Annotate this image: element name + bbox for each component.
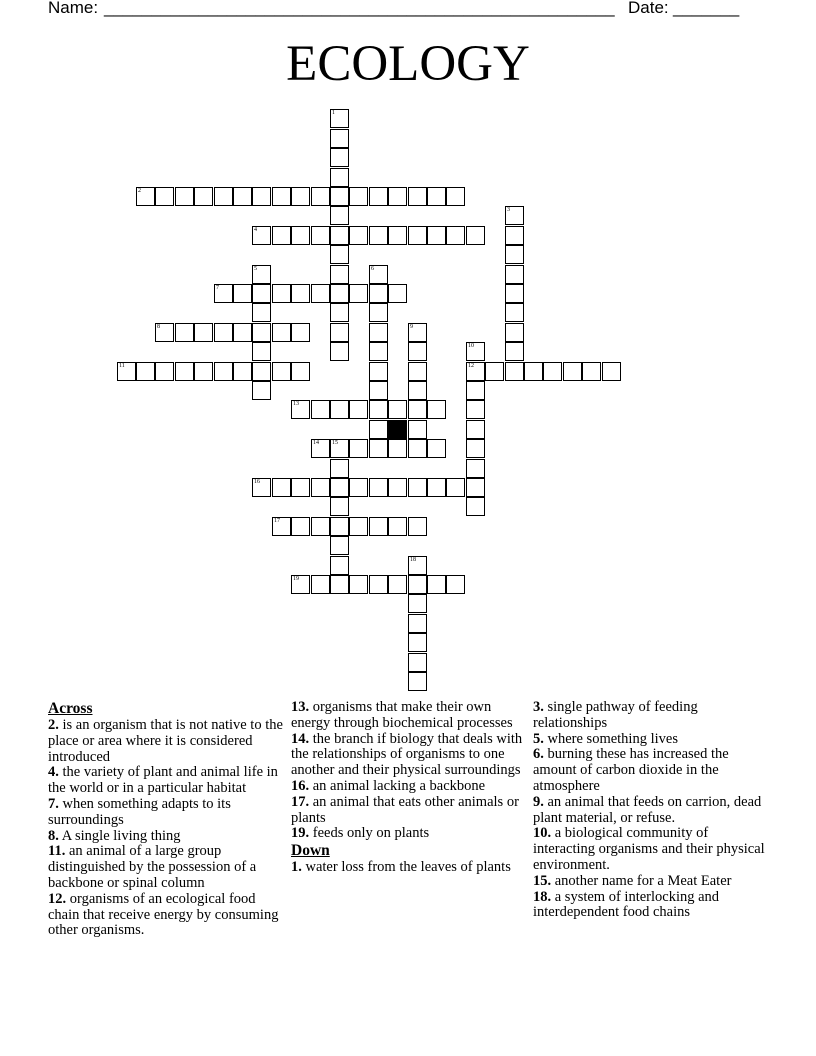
clue-item [533, 732, 769, 748]
crossword-cell[interactable] [252, 478, 271, 497]
clue-number: 1. [291, 859, 302, 876]
clue-number: 11. [48, 843, 66, 860]
crossword-cell[interactable] [408, 400, 427, 419]
crossword-cell[interactable] [214, 323, 233, 342]
crossword-cell[interactable] [388, 226, 407, 245]
clue-text: organisms of an ecological food chain that receive energy by consuming other organisms. [48, 890, 279, 939]
clue-number: 19. [291, 825, 310, 842]
crossword-cell[interactable] [446, 187, 465, 206]
crossword-cell[interactable] [427, 400, 446, 419]
crossword-cell[interactable] [388, 517, 407, 536]
crossword-cell[interactable] [175, 362, 194, 381]
clue-number: 8. [48, 827, 59, 844]
crossword-cell[interactable] [466, 420, 485, 439]
crossword-cell[interactable] [349, 575, 368, 594]
clue-item [533, 826, 769, 873]
crossword-cell[interactable] [194, 323, 213, 342]
crossword-cell[interactable] [214, 187, 233, 206]
across-clue-list-continued [291, 700, 527, 842]
date-blank-line: _______ [673, 0, 740, 17]
crossword-cell[interactable] [330, 517, 349, 536]
crossword-cell[interactable] [388, 187, 407, 206]
clue-number-label: 2 [138, 188, 141, 194]
crossword-cell[interactable] [466, 497, 485, 516]
clue-number-label: 4 [254, 227, 257, 233]
crossword-cell[interactable] [330, 439, 349, 458]
crossword-cell[interactable] [330, 148, 349, 167]
crossword-cell[interactable] [369, 575, 388, 594]
clue-number-label: 8 [157, 324, 160, 330]
crossword-cell[interactable] [427, 478, 446, 497]
crossword-cell[interactable] [330, 187, 349, 206]
crossword-cell[interactable] [408, 187, 427, 206]
clue-item [48, 844, 284, 891]
crossword-cell[interactable] [233, 323, 252, 342]
crossword-cell[interactable] [505, 362, 524, 381]
crossword-cell[interactable] [272, 362, 291, 381]
crossword-cell[interactable] [388, 284, 407, 303]
crossword-cell[interactable] [369, 381, 388, 400]
crossword-cell[interactable] [272, 226, 291, 245]
clue-number: 4. [48, 764, 59, 781]
crossword-cell[interactable] [291, 284, 310, 303]
crossword-cell[interactable] [272, 187, 291, 206]
crossword-cell[interactable] [466, 381, 485, 400]
clue-number: 3. [533, 699, 544, 715]
name-blank-line: ______________________________________________________ [104, 0, 615, 17]
crossword-cell[interactable] [505, 303, 524, 322]
clue-text: the variety of plant and animal life in the world or in a particular habitat [48, 764, 278, 797]
clue-text: another name for a Meat Eater [551, 872, 732, 889]
clue-text: is an organism that is not native to the place or area where it is considered introduced [48, 717, 283, 765]
clue-item [533, 700, 769, 732]
crossword-cell[interactable] [155, 187, 174, 206]
crossword-cell[interactable] [311, 187, 330, 206]
clue-text: the branch if biology that deals with the relationships of organisms to one another and their physical surroundings [291, 730, 523, 779]
clue-number-label: 12 [468, 363, 474, 369]
clue-item [291, 779, 527, 795]
crossword-cell[interactable] [349, 439, 368, 458]
clue-number-label: 11 [119, 363, 125, 369]
clue-text: a biological community of interacting organisms and their physical environment. [533, 825, 765, 873]
clue-number: 7. [48, 795, 59, 812]
clue-item [291, 860, 527, 876]
crossword-cell[interactable] [369, 362, 388, 381]
clue-item [291, 700, 527, 732]
crossword-cell[interactable] [330, 109, 349, 128]
crossword-cell[interactable] [252, 303, 271, 322]
black-square [388, 420, 407, 439]
clue-number: 17. [291, 793, 310, 810]
clue-item [533, 874, 769, 890]
crossword-cell[interactable] [330, 478, 349, 497]
clue-number-label: 5 [254, 266, 257, 272]
crossword-cell[interactable] [311, 400, 330, 419]
clue-item [48, 829, 284, 845]
clue-text: organisms that make their own energy through biochemical processes [291, 699, 513, 731]
crossword-cell[interactable] [408, 556, 427, 575]
crossword-cell[interactable] [369, 478, 388, 497]
clue-number-label: 1 [332, 110, 335, 116]
crossword-cell[interactable] [408, 653, 427, 672]
crossword-cell[interactable] [427, 187, 446, 206]
clue-number-label: 9 [410, 324, 413, 330]
crossword-cell[interactable] [408, 614, 427, 633]
crossword-cell[interactable] [330, 400, 349, 419]
crossword-cell[interactable] [505, 342, 524, 361]
crossword-cell[interactable] [446, 478, 465, 497]
crossword-cell[interactable] [330, 536, 349, 555]
crossword-cell[interactable] [136, 187, 155, 206]
crossword-cell[interactable] [194, 362, 213, 381]
crossword-cell[interactable] [427, 439, 446, 458]
clue-text: an animal lacking a backbone [309, 777, 486, 794]
crossword-cell[interactable] [330, 575, 349, 594]
crossword-cell[interactable] [369, 420, 388, 439]
crossword-cell[interactable] [291, 400, 310, 419]
clue-item [533, 747, 769, 794]
crossword-cell[interactable] [272, 478, 291, 497]
crossword-cell[interactable] [408, 323, 427, 342]
crossword-cell[interactable] [408, 672, 427, 691]
clue-text: an animal that feeds on carrion, dead plant material, or refuse. [533, 793, 762, 826]
crossword-cell[interactable] [330, 168, 349, 187]
crossword-cell[interactable] [369, 265, 388, 284]
crossword-cell[interactable] [543, 362, 562, 381]
crossword-cell[interactable] [330, 556, 349, 575]
crossword-cell[interactable] [330, 206, 349, 225]
crossword-cell[interactable] [369, 342, 388, 361]
crossword-cell[interactable] [155, 323, 174, 342]
crossword-cell[interactable] [311, 575, 330, 594]
clue-number: 6. [533, 746, 544, 763]
crossword-cell[interactable] [330, 265, 349, 284]
crossword-cell[interactable] [427, 226, 446, 245]
crossword-cell[interactable] [175, 323, 194, 342]
clue-number-label: 13 [293, 401, 299, 407]
crossword-cell[interactable] [272, 517, 291, 536]
down-clue-list [291, 860, 527, 876]
clue-number-label: 7 [216, 285, 219, 291]
clue-text: single pathway of feeding relationships [533, 699, 698, 731]
crossword-cell[interactable] [311, 517, 330, 536]
clue-number-label: 6 [371, 266, 374, 272]
clue-number: 12. [48, 890, 67, 907]
clue-number: 9. [533, 793, 544, 810]
crossword-cell[interactable] [602, 362, 621, 381]
crossword-cell[interactable] [330, 342, 349, 361]
clue-column-1 [48, 700, 284, 939]
crossword-cell[interactable] [349, 400, 368, 419]
crossword-cell[interactable] [330, 323, 349, 342]
crossword-cell[interactable] [349, 187, 368, 206]
clue-text: feeds only on plants [309, 825, 430, 842]
crossword-cell[interactable] [291, 575, 310, 594]
crossword-cell[interactable] [175, 187, 194, 206]
crossword-cell[interactable] [466, 478, 485, 497]
crossword-cell[interactable] [408, 342, 427, 361]
down-heading: Down [291, 842, 330, 860]
clue-item [533, 890, 769, 922]
crossword-cell[interactable] [408, 633, 427, 652]
crossword-cell[interactable] [505, 226, 524, 245]
crossword-cell[interactable] [252, 284, 271, 303]
crossword-cell[interactable] [194, 187, 213, 206]
crossword-cell[interactable] [563, 362, 582, 381]
crossword-cell[interactable] [330, 497, 349, 516]
crossword-cell[interactable] [369, 400, 388, 419]
clue-text: burning these has increased the amount of carbon dioxide in the atmosphere [533, 746, 729, 794]
down-clue-list-continued [533, 700, 769, 921]
crossword-cell[interactable] [466, 342, 485, 361]
crossword-cell[interactable] [466, 439, 485, 458]
crossword-cell[interactable] [505, 265, 524, 284]
crossword-cell[interactable] [408, 517, 427, 536]
crossword-cell[interactable] [252, 187, 271, 206]
name-label: Name: [48, 0, 99, 17]
clue-number-label: 14 [313, 440, 319, 446]
clue-item [48, 718, 284, 765]
crossword-cell[interactable] [330, 284, 349, 303]
crossword-cell[interactable] [155, 362, 174, 381]
crossword-cell[interactable] [388, 439, 407, 458]
crossword-cell[interactable] [291, 187, 310, 206]
clue-text: water loss from the leaves of plants [301, 859, 511, 876]
crossword-cell[interactable] [485, 362, 504, 381]
crossword-cell[interactable] [311, 284, 330, 303]
crossword-cell[interactable] [369, 439, 388, 458]
clue-number-label: 17 [274, 518, 280, 524]
crossword-cell[interactable] [252, 323, 271, 342]
crossword-cell[interactable] [291, 323, 310, 342]
crossword-cell[interactable] [524, 362, 543, 381]
date-label: Date: [628, 0, 669, 17]
clue-number: 16. [291, 777, 310, 794]
crossword-cell[interactable] [369, 284, 388, 303]
crossword-cell[interactable] [408, 226, 427, 245]
crossword-cell[interactable] [311, 439, 330, 458]
clue-text: when something adapts to its surroundings [48, 795, 231, 828]
crossword-cell[interactable] [214, 362, 233, 381]
crossword-cell[interactable] [233, 284, 252, 303]
crossword-cell[interactable] [252, 381, 271, 400]
clue-number-label: 3 [507, 207, 510, 213]
clue-text: an animal of a large group distinguished by the possession of a backbone or spinal column [48, 843, 257, 891]
across-heading: Across [48, 700, 93, 717]
crossword-cell[interactable] [349, 284, 368, 303]
crossword-cell[interactable] [291, 478, 310, 497]
crossword-cell[interactable] [136, 362, 155, 381]
clue-item [533, 795, 769, 827]
clue-number-label: 19 [293, 576, 299, 582]
crossword-cell[interactable] [369, 323, 388, 342]
crossword-cell[interactable] [214, 284, 233, 303]
clue-number: 5. [533, 730, 544, 747]
crossword-cell[interactable] [233, 187, 252, 206]
clue-number-label: 16 [254, 479, 260, 485]
clue-item [291, 732, 527, 779]
crossword-cell[interactable] [446, 226, 465, 245]
crossword-cell[interactable] [408, 439, 427, 458]
crossword-cell[interactable] [330, 226, 349, 245]
crossword-cell[interactable] [466, 226, 485, 245]
crossword-cell[interactable] [291, 362, 310, 381]
crossword-cell[interactable] [408, 478, 427, 497]
crossword-cell[interactable] [505, 284, 524, 303]
crossword-cell[interactable] [252, 362, 271, 381]
across-clue-list [48, 718, 284, 939]
crossword-cell[interactable] [466, 459, 485, 478]
clue-text: where something lives [543, 730, 678, 747]
crossword-cell[interactable] [369, 187, 388, 206]
crossword-cell[interactable] [330, 129, 349, 148]
crossword-cell[interactable] [505, 245, 524, 264]
crossword-cell[interactable] [272, 284, 291, 303]
crossword-cell[interactable] [408, 575, 427, 594]
crossword-cell[interactable] [369, 226, 388, 245]
clue-column-2 [291, 700, 527, 876]
crossword-cell[interactable] [369, 517, 388, 536]
clue-item [291, 826, 527, 842]
crossword-cell[interactable] [349, 478, 368, 497]
crossword-cell[interactable] [408, 594, 427, 613]
crossword-cell[interactable] [408, 381, 427, 400]
clue-number: 2. [48, 717, 59, 733]
clue-text: A single living thing [58, 827, 181, 844]
crossword-cell[interactable] [330, 303, 349, 322]
crossword-cell[interactable] [388, 478, 407, 497]
crossword-cell[interactable] [291, 226, 310, 245]
crossword-cell[interactable] [408, 420, 427, 439]
clue-number: 10. [533, 825, 552, 842]
crossword-cell[interactable] [408, 362, 427, 381]
clue-text: a system of interlocking and interdependent food chains [533, 888, 720, 921]
crossword-cell[interactable] [349, 226, 368, 245]
clue-number: 18. [533, 888, 552, 905]
crossword-cell[interactable] [252, 265, 271, 284]
clue-number-label: 15 [332, 440, 338, 446]
crossword-cell[interactable] [466, 400, 485, 419]
crossword-cell[interactable] [446, 575, 465, 594]
clue-number-label: 10 [468, 343, 474, 349]
crossword-cell[interactable] [349, 517, 368, 536]
crossword-cell[interactable] [330, 459, 349, 478]
crossword-cell[interactable] [466, 362, 485, 381]
clue-item [48, 892, 284, 939]
clue-text: an animal that eats other animals or plants [291, 793, 519, 826]
clue-number-label: 18 [410, 557, 416, 563]
crossword-cell[interactable] [505, 323, 524, 342]
clue-item [48, 765, 284, 797]
crossword-cell[interactable] [369, 303, 388, 322]
crossword-cell[interactable] [388, 400, 407, 419]
crossword-cell[interactable] [311, 226, 330, 245]
crossword-cell[interactable] [427, 575, 446, 594]
crossword-cell[interactable] [311, 478, 330, 497]
clue-number: 14. [291, 730, 310, 747]
clue-item [48, 797, 284, 829]
clue-number: 15. [533, 872, 552, 889]
crossword-cell[interactable] [272, 323, 291, 342]
clue-item [291, 795, 527, 827]
crossword-cell[interactable] [252, 342, 271, 361]
crossword-cell[interactable] [252, 226, 271, 245]
clue-number: 13. [291, 699, 310, 715]
crossword-cell[interactable] [233, 362, 252, 381]
crossword-cell[interactable] [582, 362, 601, 381]
crossword-cell[interactable] [505, 206, 524, 225]
crossword-cell[interactable] [330, 245, 349, 264]
crossword-cell[interactable] [388, 575, 407, 594]
crossword-cell[interactable] [117, 362, 136, 381]
crossword-cell[interactable] [291, 517, 310, 536]
page-title: ECOLOGY [286, 36, 530, 92]
clue-column-3 [533, 700, 769, 921]
